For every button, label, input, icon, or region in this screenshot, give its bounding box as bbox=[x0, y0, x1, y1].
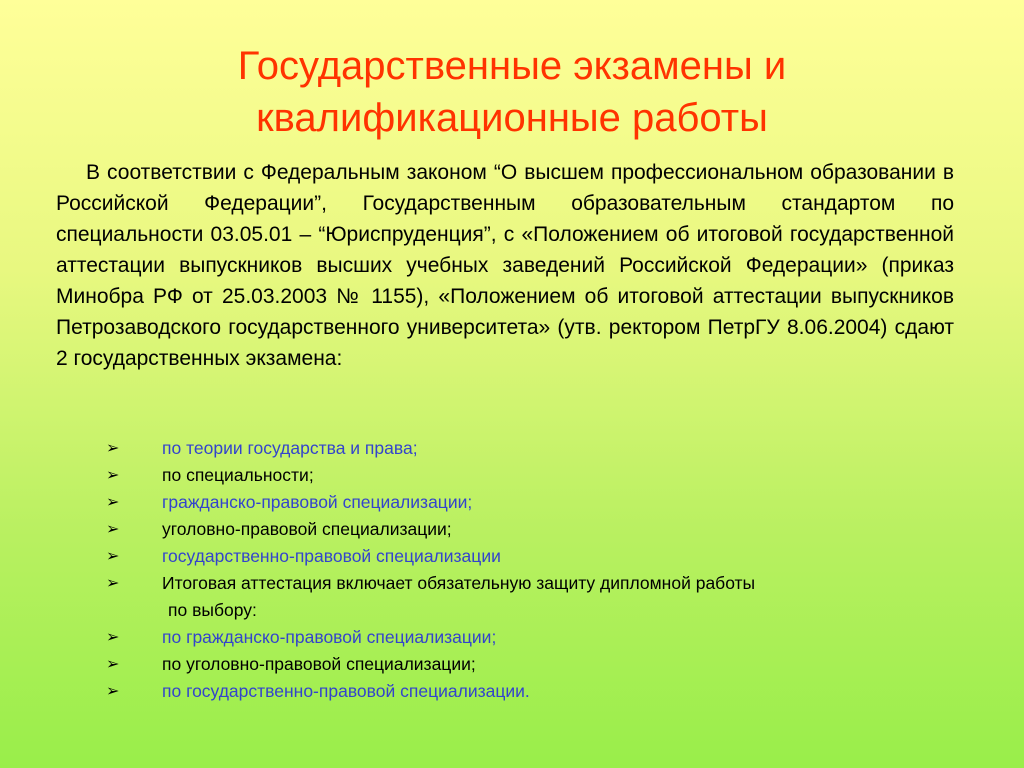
list-item bbox=[56, 624, 966, 651]
list-item-text: по государственно-правовой специализации. bbox=[162, 681, 530, 701]
list-item-text-multiline bbox=[162, 570, 755, 624]
list-item-text: государственно-правовой специализации bbox=[162, 546, 501, 566]
list-item-text: гражданско-правовой специализации; bbox=[162, 492, 473, 512]
arrow-bullet-icon: ➢ bbox=[106, 440, 120, 457]
list-item-text: по уголовно-правовой специализации; bbox=[162, 654, 476, 674]
arrow-bullet-icon: ➢ bbox=[106, 629, 120, 646]
list-item-text: по гражданско-правовой специализации; bbox=[162, 627, 497, 647]
slide-title: Государственные экзамены и квалификационные работы bbox=[237, 44, 787, 140]
exam-list bbox=[56, 435, 966, 705]
arrow-bullet-icon: ➢ bbox=[106, 656, 120, 673]
list-item-text: уголовно-правовой специализации; bbox=[162, 519, 452, 539]
arrow-bullet-icon: ➢ bbox=[106, 548, 120, 565]
list-item-continuation: по выбору: bbox=[168, 600, 257, 620]
list-item bbox=[56, 435, 966, 462]
list-item bbox=[56, 489, 966, 516]
list-item bbox=[56, 543, 966, 570]
list-item bbox=[56, 678, 966, 705]
list-item-text: Итоговая аттестация включает обязательную защиту дипломной работы bbox=[162, 573, 756, 593]
arrow-bullet-icon: ➢ bbox=[106, 575, 120, 592]
list-item bbox=[56, 516, 966, 543]
list-item bbox=[56, 462, 966, 489]
arrow-bullet-icon: ➢ bbox=[106, 521, 120, 538]
arrow-bullet-icon: ➢ bbox=[106, 683, 120, 700]
list-item-text: по специальности; bbox=[162, 465, 314, 485]
intro-paragraph: В соответствии с Федеральным законом “О высшем профессиональном образовании в Российской Федерации”, Государственным образовательным стандартом по специальности 03.05.01 – “Юриспруденция”, с «Положением об итоговой государственной аттестации выпускников высших учебных заведений Российской Федерации» (приказ Минобра РФ от 25.03.2003 № 1155), «Положением об итоговой аттестации выпускников Петрозаводского государственного университета» (утв. ректором ПетрГУ 8.06.2004) сдают 2 государственных экзамена: bbox=[56, 161, 954, 370]
arrow-bullet-icon: ➢ bbox=[106, 467, 120, 484]
list-item bbox=[56, 570, 966, 624]
list-item bbox=[56, 651, 966, 678]
list-item-text: по теории государства и права; bbox=[162, 438, 418, 458]
arrow-bullet-icon: ➢ bbox=[106, 494, 120, 511]
